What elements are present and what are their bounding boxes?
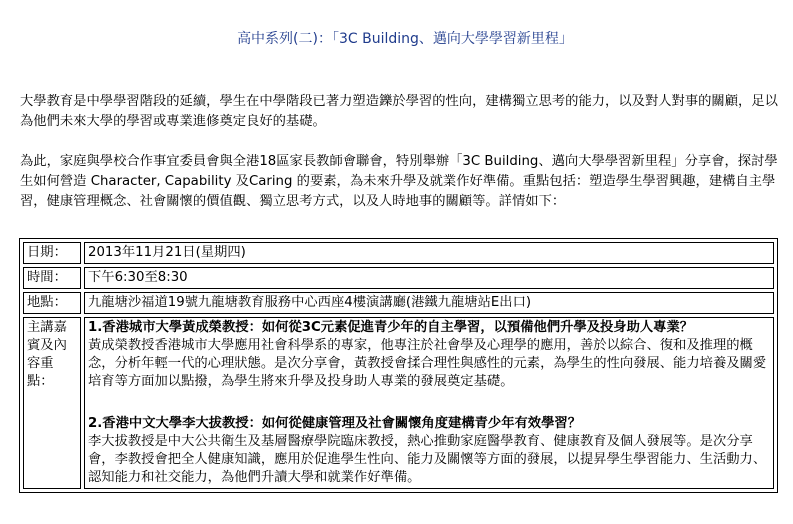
intro-paragraph-2: 為此，家庭與學校合作事宜委員會與全港18區家長教師會聯會，特別舉辦「3C Building、邁向大學學習新里程」分享會，探討學生如何營造 Character, Capability 及Caring 的要素，為未來升學及就業作好準備。重點包括：塑造學生學習興趣，建構自主學習，健康管理概念、社會關懷的價值觀、獨立思考方式，以及人時地事的關顧等。詳情如下： — [20, 154, 778, 209]
event-details-table — [19, 238, 778, 493]
speaker-1-heading: 1.香港城市大學黃成榮教授：如何從3C元素促進青少年的自主學習，以預備他們升學及投身助人專業？ — [88, 320, 694, 335]
speakers-row — [23, 317, 774, 489]
venue-value: 九龍塘沙福道19號九龍塘教育服務中心西座4樓演講廳(港鐵九龍塘站E出口) — [84, 292, 774, 314]
speaker-1-body: 黃成榮教授香港城市大學應用社會科學系的專家，他專注於社會學及心理學的應用，善於以綜合、復和及推理的概念，分析年輕一代的心理狀態。是次分享會，黃教授會揉合理性與感性的元素，為學生的性向發展、能力培養及關愛培育等方面加以點撥，為學生將來升學及投身助人專業的發展奠定基礎。 — [88, 338, 767, 389]
venue-label: 地點： — [23, 292, 81, 314]
time-value: 下午6:30至8:30 — [84, 267, 774, 289]
venue-row — [23, 292, 774, 314]
date-value: 2013年11月21日(星期四) — [84, 242, 774, 264]
speaker-2-body: 李大拔教授是中大公共衛生及基層醫療學院臨床教授，熱心推動家庭醫學教育、健康教育及個人發展等。是次分享會，李教授會把全人健康知識，應用於促進學生性向、能力及關懷等方面的發展，以提昇學生學習能力、生活動力、認知能力和社交能力，為他們升讀大學和就業作好準備。 — [88, 434, 767, 485]
speakers-label: 主講嘉賓及內容重點： — [23, 317, 81, 489]
intro-paragraph-1: 大學教育是中學學習階段的延續，學生在中學階段已著力塑造鑠於學習的性向，建構獨立思考的能力，以及對人對事的關顧，足以為他們未來大學的學習或專業進修奠定良好的基礎。 — [20, 94, 778, 129]
time-row — [23, 267, 774, 289]
time-label: 時間： — [23, 267, 81, 289]
speakers-content — [84, 317, 774, 489]
page-title: 高中系列(二)：「3C Building、邁向大學學習新里程」 — [237, 31, 573, 47]
date-row — [23, 242, 774, 264]
date-label: 日期： — [23, 242, 81, 264]
speaker-2-heading: 2.香港中文大學李大拔教授：如何從健康管理及社會關懷角度建構青少年有效學習？ — [88, 416, 581, 431]
speaker-spacer — [88, 391, 770, 415]
